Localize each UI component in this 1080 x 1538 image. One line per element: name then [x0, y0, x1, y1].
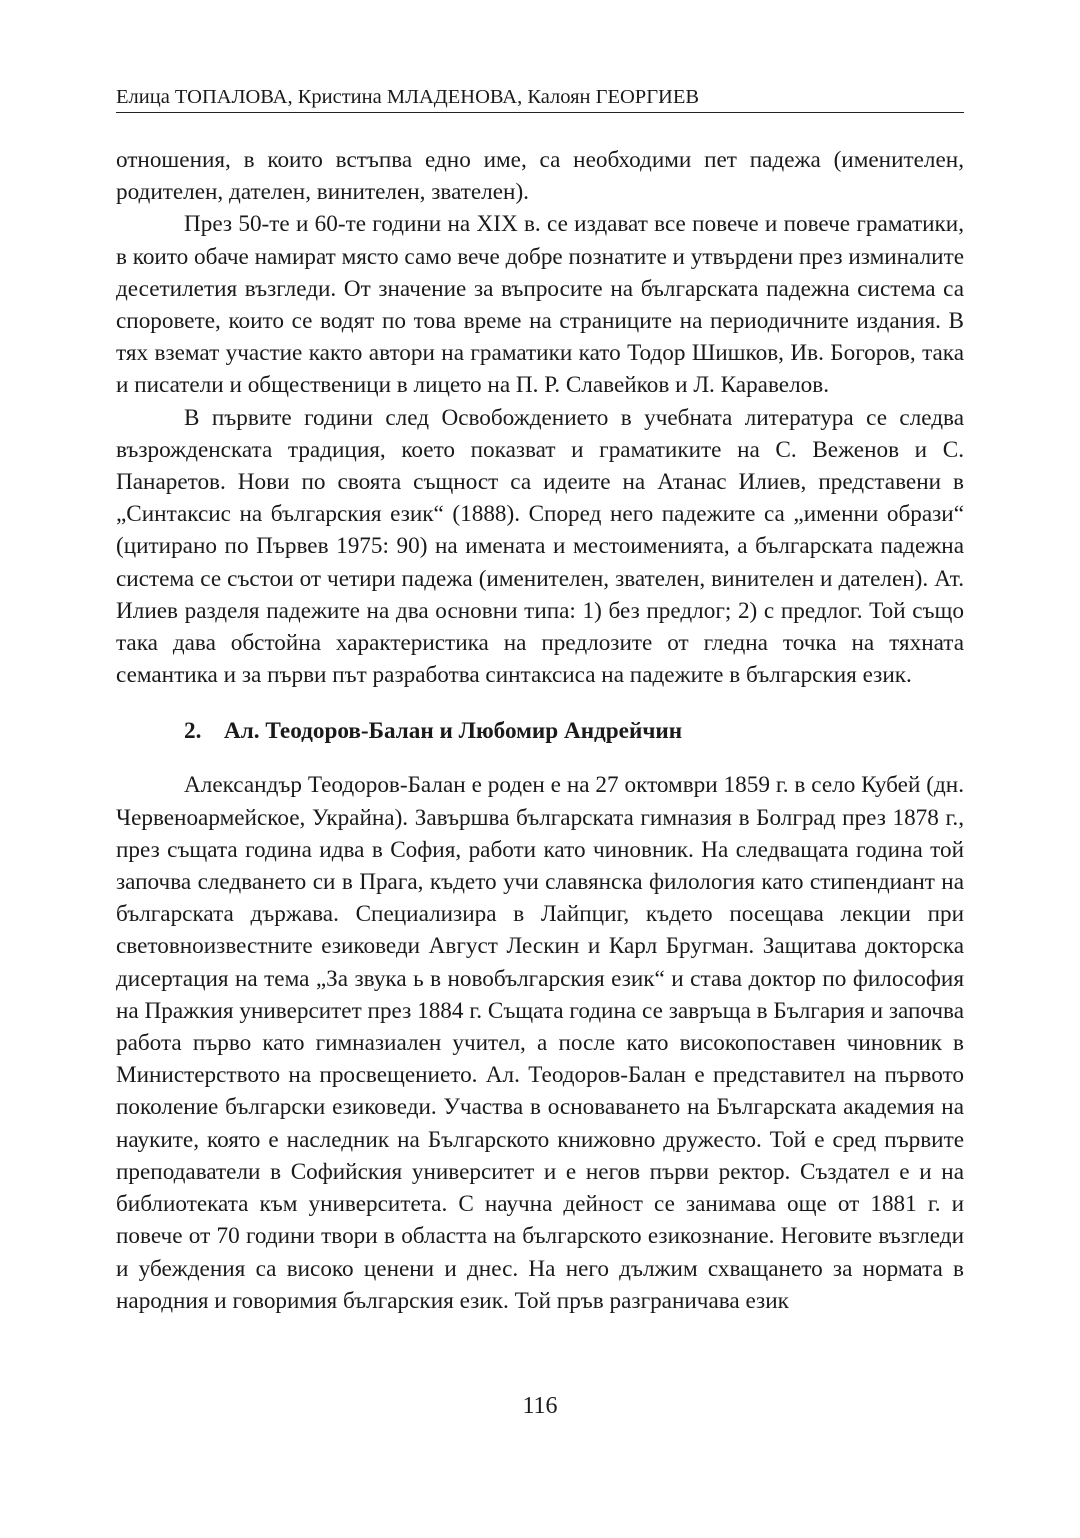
section-number: 2. [184, 718, 202, 745]
paragraph-teodorov-balan-biography: Александър Теодоров-Балан е роден е на 27 октомври 1859 г. в село Кубей (дн. Червеноармейское, Украйна). Завършва българската гимназия в Болград през 1878 г., през същата година идва в София, работи като чиновник. На следващата година той започва следването си в Прага, където учи славянска филология като стипендиант на българската държава. Специализира в Лайпциг, където посещава лекции при световноизвестните езиковеди Август Лескин и Карл Бругман. Защитава докторска дисертация на тема „За звука ь в новобългарския език“ и става доктор по философия на Пражкия университет през 1884 г. Същата година се завръща в България и започва работа първо като гимназиален учител, а после като високопоставен чиновник в Министерството на просвещението. Ал. Теодоров-Балан е представител на първото поколение български езиковеди. Участва в основаването на Българската академия на науките, която е наследник на Българското книжовно дружесто. Той е сред първите преподаватели в Софийския университет и е негов първи ректор. Създател е и на библиотеката към университета. С научна дейност се занимава още от 1881 г. и повече от 70 години твори в областта на българското езикознание. Неговите възгледи и убеждения са високо ценени и днес. На него дължим схващането за нормата в народния и говоримия българския език. Той пръв разграничава език [116, 772, 964, 1314]
paragraph-grammars-19th-century: През 50-те и 60-те години на XIX в. се издават все повече и повече граматики, в които обаче намират място само вече добре познатите и утвърдени през изминалите десетилетия възгледи. От значение за въпросите на българската падежна система са споровете, които се водят по това време на страниците на периодичните издания. В тях вземат участие както автори на граматики като Тодор Шишков, Ив. Богоров, така и писатели и общественици в лицето на П. Р. Славейков и Л. Каравелов. [116, 211, 964, 399]
paragraph-post-liberation: В първите години след Освобождението в учебната литература се следва възрожденската традиция, което показват и граматиките на С. Веженов и С. Панаретов. Нови по своята същност са идеите на Атанас Илиев, представени в „Синтаксис на българския език“ (1888). Според него падежите са „именни образи“ (цитирано по Първев 1975: 90) на имената и местоименията, а българската падежна система се състои от четири падежа (именителен, звателен, винителен и дателен). Ат. Илиев разделя падежите на два основни типа: 1) без предлог; 2) с предлог. Той също така дава обстойна характеристика на предлозите от гледна точка на тяхната семантика и за първи път разработва синтаксиса на падежите в българския език. [116, 404, 964, 689]
page-number: 116 [522, 1393, 558, 1419]
body-text [116, 144, 964, 1317]
running-header: Елица ТОПАЛОВА, Кристина МЛАДЕНОВА, Калоян ГЕОРГИЕВ [116, 84, 964, 113]
paragraph-continuation: отношения, в които встъпва едно име, са необходими пет падежа (именителен, родителен, дателен, винителен, звателен). [116, 147, 964, 206]
section-heading [116, 715, 964, 747]
section-title: Ал. Теодоров-Балан и Любомир Андрейчин [224, 718, 683, 745]
